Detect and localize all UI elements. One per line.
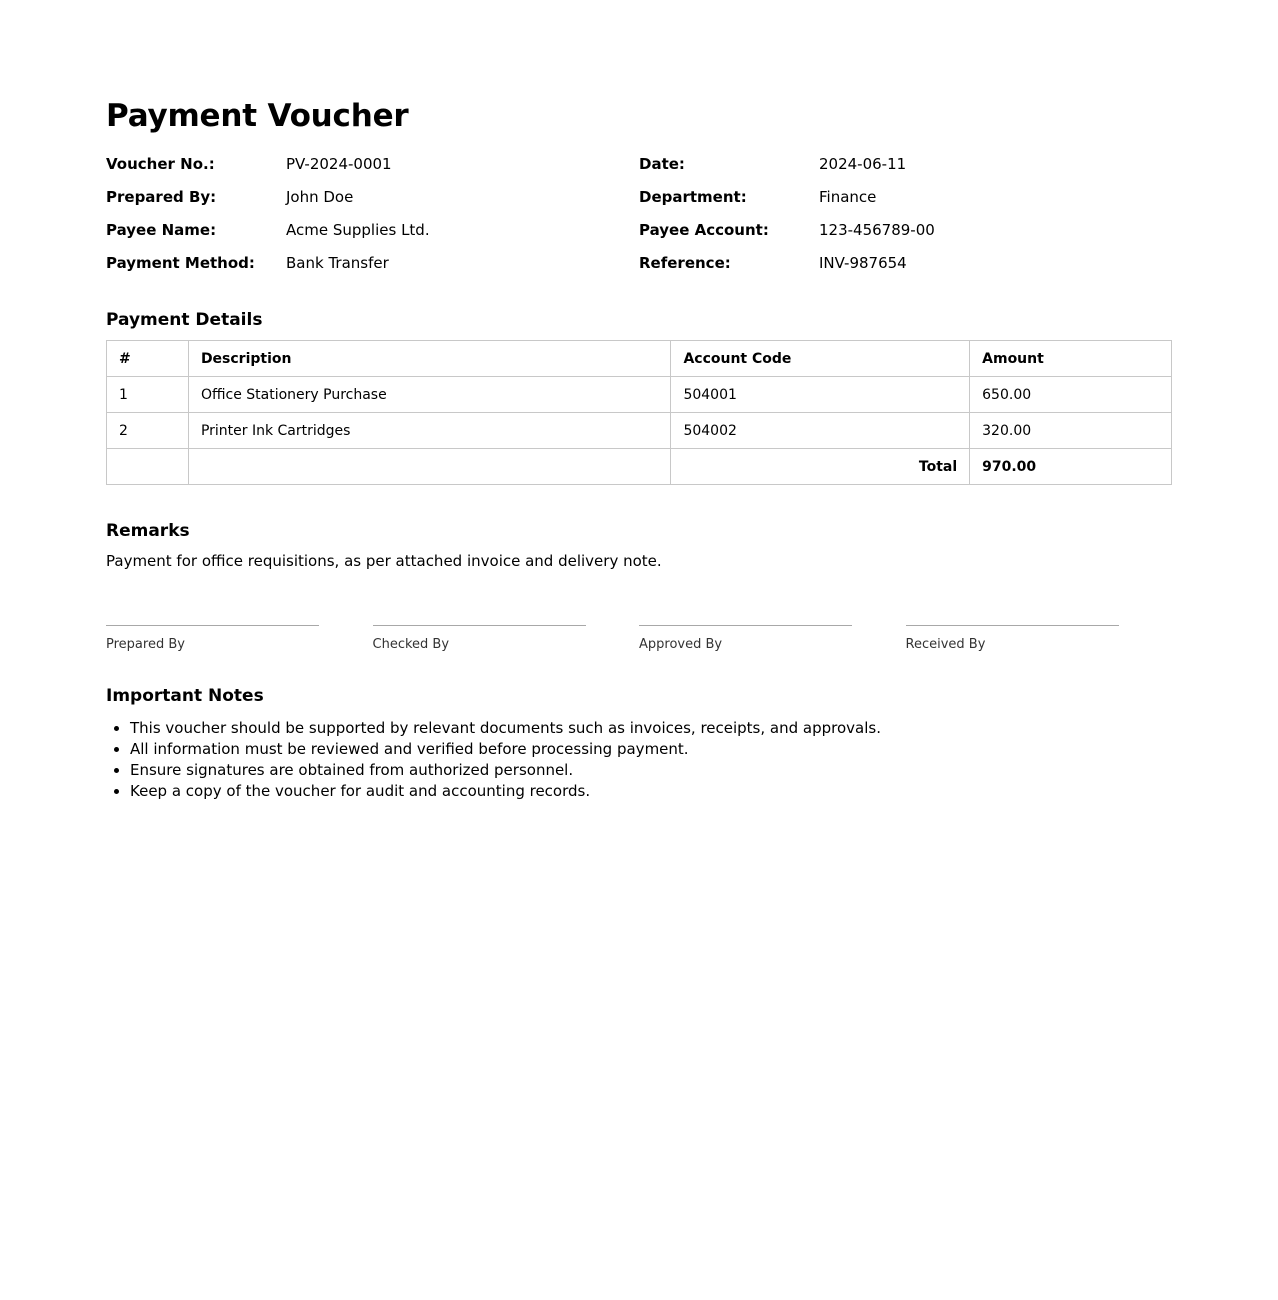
- signature-line: [373, 625, 586, 626]
- total-value: 970.00: [970, 449, 1172, 485]
- page-title: Payment Voucher: [106, 98, 409, 134]
- remarks-text: Payment for office requisitions, as per attached invoice and delivery note.: [106, 552, 662, 570]
- prepared-by-label: Prepared By:: [106, 188, 217, 206]
- signature-received-by: [906, 625, 1173, 654]
- payee-name-label: Payee Name:: [106, 221, 217, 239]
- voucher-no-value: PV-2024-0001: [286, 155, 392, 173]
- voucher-meta: [106, 148, 1172, 280]
- department-value: Finance: [819, 188, 877, 206]
- reference-label: Reference:: [639, 254, 731, 272]
- column-header-description: Description: [188, 341, 671, 377]
- signature-line: [639, 625, 852, 626]
- signature-prepared-by: [106, 625, 373, 654]
- payee-name-value: Acme Supplies Ltd.: [286, 221, 430, 239]
- total-empty-cell: [107, 449, 189, 485]
- row-amount: 320.00: [970, 413, 1172, 449]
- row-number: 1: [107, 377, 189, 413]
- total-empty-cell: [188, 449, 671, 485]
- total-row: [107, 449, 1172, 485]
- signature-approved-by: [639, 625, 906, 654]
- row-description: Printer Ink Cartridges: [188, 413, 671, 449]
- column-header-account-code: Account Code: [671, 341, 970, 377]
- list-item: • All information must be reviewed and verified before processing payment.: [130, 739, 1172, 760]
- table-row: [107, 413, 1172, 449]
- signature-line: [106, 625, 319, 626]
- payee-account-value: 123-456789-00: [819, 221, 935, 239]
- total-label: Total: [671, 449, 970, 485]
- table-header-row: [107, 341, 1172, 377]
- row-account-code: 504001: [671, 377, 970, 413]
- payment-method-value: Bank Transfer: [286, 254, 389, 272]
- date-value: 2024-06-11: [819, 155, 907, 173]
- reference-value: INV-987654: [819, 254, 907, 272]
- signature-label: Prepared By: [106, 637, 185, 652]
- row-amount: 650.00: [970, 377, 1172, 413]
- date-label: Date:: [639, 155, 685, 173]
- list-item: • Ensure signatures are obtained from authorized personnel.: [130, 760, 1172, 781]
- payment-method-label: Payment Method:: [106, 254, 255, 272]
- payee-account-label: Payee Account:: [639, 221, 769, 239]
- prepared-by-value: John Doe: [286, 188, 354, 206]
- signature-line: [906, 625, 1119, 626]
- important-notes-list: [106, 718, 1172, 802]
- remarks-title: Remarks: [106, 521, 190, 541]
- table-row: [107, 377, 1172, 413]
- department-label: Department:: [639, 188, 747, 206]
- signature-checked-by: [373, 625, 640, 654]
- signature-block: [106, 625, 1172, 654]
- signature-label: Checked By: [372, 637, 450, 652]
- list-item: • This voucher should be supported by relevant documents such as invoices, receipts, and approvals.: [130, 718, 1172, 739]
- row-description: Office Stationery Purchase: [188, 377, 671, 413]
- column-header-number: #: [107, 341, 189, 377]
- voucher-no-label: Voucher No.:: [106, 155, 215, 173]
- important-notes-title: Important Notes: [106, 686, 264, 706]
- row-account-code: 504002: [671, 413, 970, 449]
- list-item: • Keep a copy of the voucher for audit and accounting records.: [130, 781, 1172, 802]
- column-header-amount: Amount: [970, 341, 1172, 377]
- payment-details-table: [106, 340, 1172, 485]
- signature-label: Received By: [905, 637, 986, 652]
- signature-label: Approved By: [639, 637, 723, 652]
- payment-details-title: Payment Details: [106, 310, 263, 330]
- row-number: 2: [107, 413, 189, 449]
